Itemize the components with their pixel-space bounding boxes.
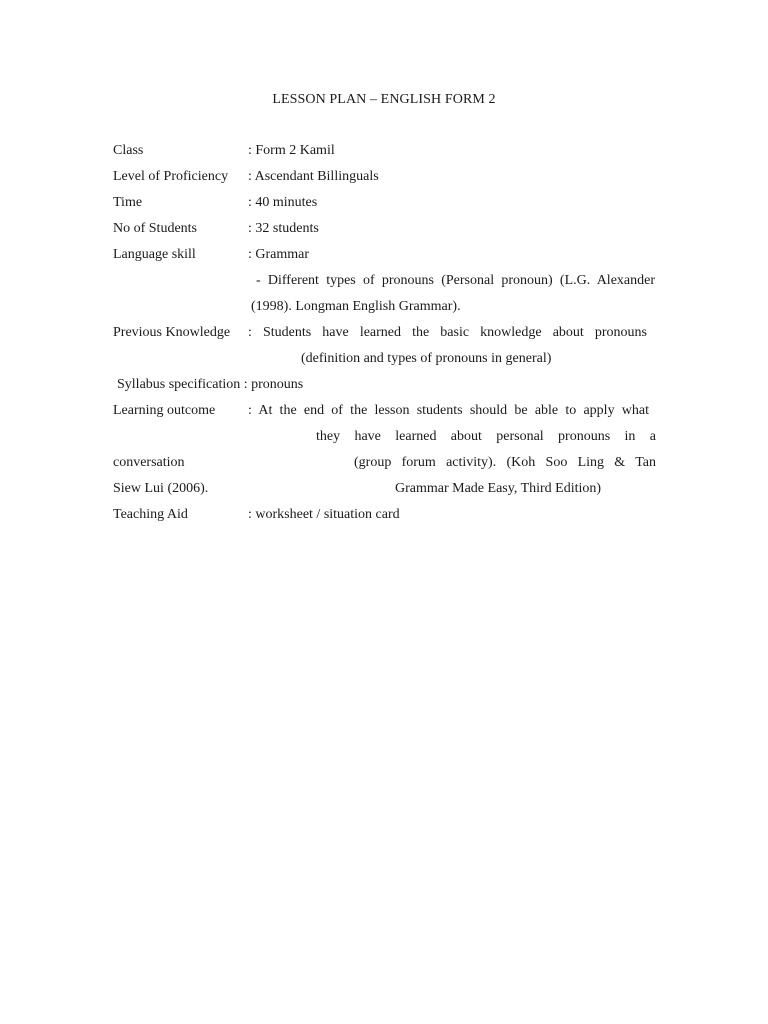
class-label: Class: [113, 143, 144, 158]
students-value: : 32 students: [248, 221, 319, 236]
language-skill-detail-line-1: - Different types of pronouns (Personal pronoun) (L.G. Alexander: [256, 273, 655, 288]
learning-outcome-line-1: : At the end of the lesson students should be able to apply what: [248, 403, 649, 418]
students-label: No of Students: [113, 221, 197, 236]
proficiency-value: : Ascendant Billinguals: [248, 169, 379, 184]
time-label: Time: [113, 195, 143, 210]
time-value: : 40 minutes: [248, 195, 318, 210]
learning-outcome-line-4-right: Grammar Made Easy, Third Edition): [395, 481, 602, 496]
language-skill-value: : Grammar: [248, 247, 310, 262]
page-title: LESSON PLAN – ENGLISH FORM 2: [272, 92, 496, 107]
proficiency-label: Level of Proficiency: [113, 169, 229, 184]
teaching-aid-label: Teaching Aid: [113, 507, 188, 522]
previous-knowledge-line-1: : Students have learned the basic knowledge about pronouns: [248, 325, 647, 340]
learning-outcome-line-3-left: conversation: [113, 455, 185, 470]
learning-outcome-line-3-right: (group forum activity). (Koh Soo Ling & Tan: [354, 455, 656, 470]
teaching-aid-value: : worksheet / situation card: [248, 507, 400, 522]
learning-outcome-label: Learning outcome: [113, 403, 216, 418]
class-value: : Form 2 Kamil: [248, 143, 335, 158]
previous-knowledge-line-2: (definition and types of pronouns in general): [301, 351, 552, 366]
learning-outcome-line-4-left: Siew Lui (2006).: [113, 481, 209, 496]
previous-knowledge-label: Previous Knowledge: [113, 325, 231, 340]
syllabus-specification: Syllabus specification : pronouns: [117, 377, 304, 392]
learning-outcome-line-2: they have learned about personal pronouns in a: [316, 429, 656, 444]
language-skill-label: Language skill: [113, 247, 196, 262]
language-skill-detail-line-2: (1998). Longman English Grammar).: [251, 299, 461, 314]
